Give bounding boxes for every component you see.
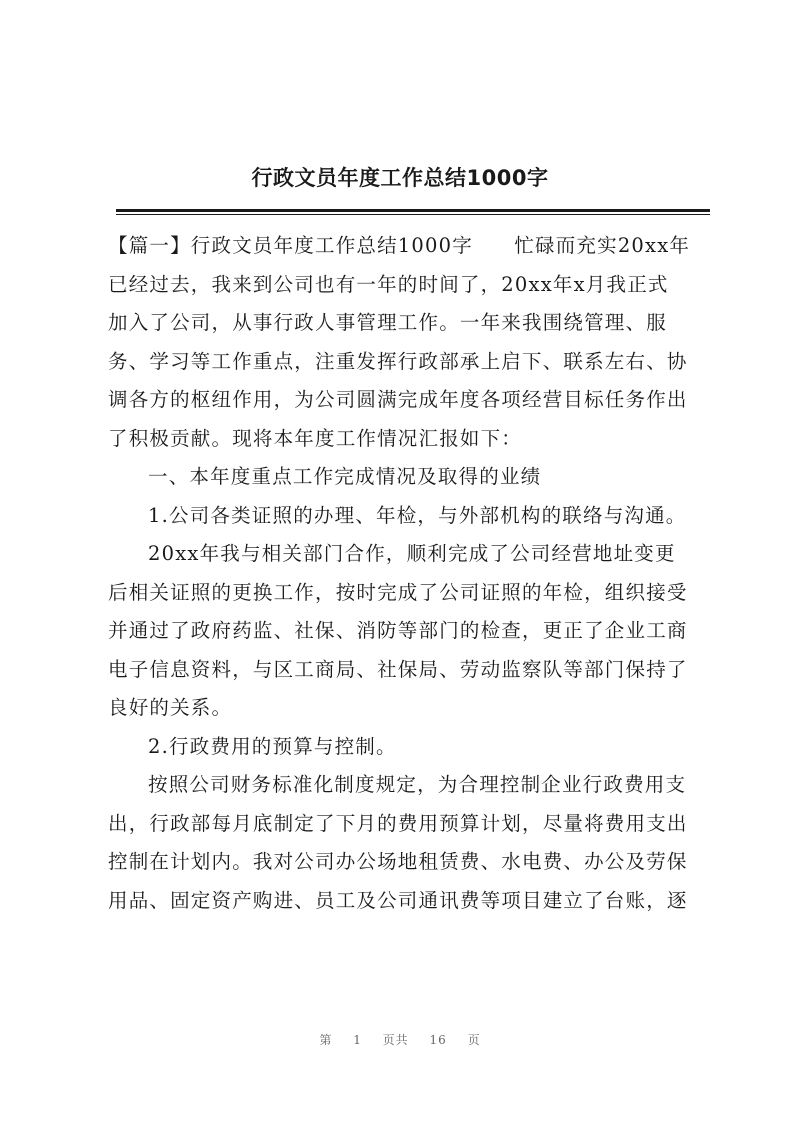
body-line: 按照公司财务标准化制度规定，为合理控制企业行政费用支 — [148, 773, 687, 796]
body-line: 调各方的枢纽作用，为公司圆满完成年度各项经营目标任务作出 — [108, 388, 688, 411]
body-line: 并通过了政府药监、社保、消防等部门的检查，更正了企业工商 — [108, 619, 688, 642]
body-line: 20xx年我与相关部门合作，顺利完成了公司经营地址变更 — [148, 542, 676, 565]
title-rule-thick — [116, 209, 710, 212]
footer-suffix: 页 — [467, 1033, 481, 1047]
title-rule-thin — [116, 214, 710, 215]
subsection-heading: 1.公司各类证照的办理、年检，与外部机构的联络与沟通。 — [148, 503, 687, 527]
section-heading: 一、本年度重点工作完成情况及取得的业绩 — [148, 465, 542, 488]
page-footer — [0, 1031, 800, 1048]
body-line: 务、学习等工作重点，注重发挥行政部承上启下、联系左右、协 — [108, 349, 688, 373]
footer-prefix: 第 — [319, 1033, 333, 1047]
body-line: 出，行政部每月底制定了下月的费用预算计划，尽量将费用支出 — [108, 811, 688, 835]
body-line: 良好的关系。 — [108, 696, 233, 719]
footer-page-total: 16 — [429, 1033, 447, 1047]
footer-page-number: 1 — [353, 1033, 362, 1047]
body-line: 后相关证照的更换工作，按时完成了公司证照的年检，组织接受 — [108, 580, 688, 604]
body-line: 控制在计划内。我对公司办公场地租赁费、水电费、办公及劳保 — [108, 850, 688, 873]
body-line: 已经过去，我来到公司也有一年的时间了，20xx年x月我正式 — [108, 272, 669, 296]
subsection-heading: 2.行政费用的预算与控制。 — [148, 734, 397, 758]
document-title: 行政文员年度工作总结1000字 — [251, 166, 549, 190]
document-body — [108, 227, 708, 920]
body-line: 用品、固定资产购进、员工及公司通讯费等项目建立了台账，逐 — [108, 888, 688, 912]
body-line: 【篇一】行政文员年度工作总结1000字 忙碌而充实20xx年 — [108, 234, 691, 257]
body-line: 了积极贡献。现将本年度工作情况汇报如下： — [108, 426, 523, 450]
body-line: 加入了公司，从事行政人事管理工作。一年来我围绕管理、服 — [108, 311, 667, 334]
body-line: 电子信息资料，与区工商局、社保局、劳动监察队等部门保持了 — [108, 657, 688, 681]
footer-mid: 页共 — [382, 1033, 409, 1047]
